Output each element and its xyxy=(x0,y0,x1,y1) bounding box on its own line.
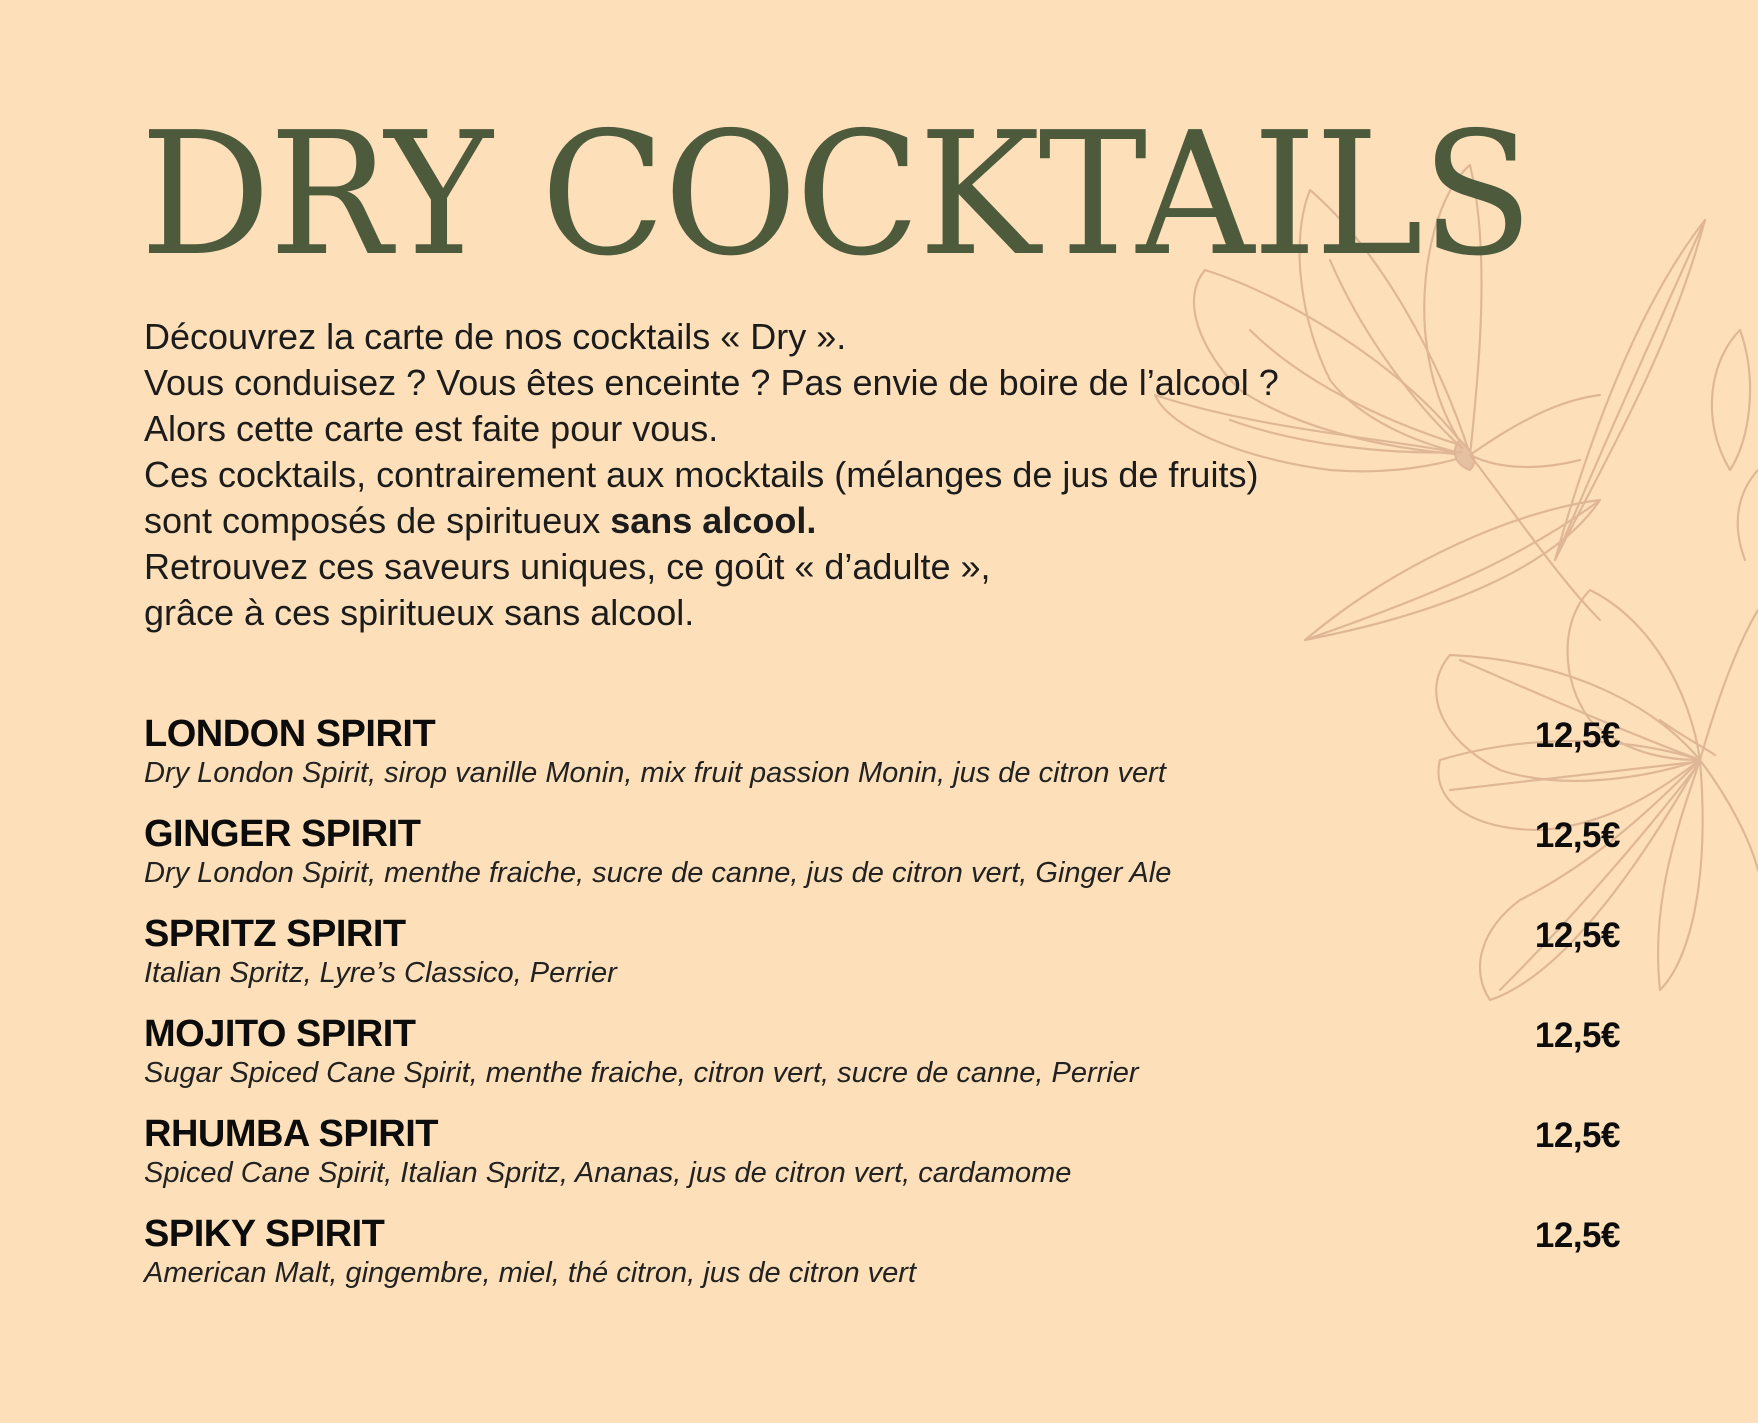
menu-item-description: Sugar Spiced Cane Spirit, menthe fraiche, citron vert, sucre de canne, Perrier xyxy=(144,1057,1139,1089)
menu-item-name: MOJITO SPIRIT xyxy=(144,1013,416,1055)
menu-item-name: RHUMBA SPIRIT xyxy=(144,1113,438,1155)
menu-item-description: American Malt, gingembre, miel, thé citron, jus de citron vert xyxy=(144,1257,917,1289)
menu-item xyxy=(144,712,1620,812)
menu-item-price: 12,5€ xyxy=(1534,816,1620,855)
intro-line: Ces cocktails, contrairement aux mocktails (mélanges de jus de fruits) xyxy=(144,454,1259,495)
menu-item xyxy=(144,812,1620,912)
menu-item-description: Dry London Spirit, sirop vanille Monin, mix fruit passion Monin, jus de citron vert xyxy=(144,757,1166,789)
menu-item-price: 12,5€ xyxy=(1534,1216,1620,1255)
intro-text: sont composés de spiritueux xyxy=(144,500,611,541)
menu-item xyxy=(144,1212,1620,1312)
menu-item-description: Spiced Cane Spirit, Italian Spritz, Ananas, jus de citron vert, cardamome xyxy=(144,1157,1072,1189)
intro-bold-text: sans alcool. xyxy=(610,500,817,541)
menu-item-price: 12,5€ xyxy=(1534,1016,1620,1055)
menu-item xyxy=(144,1012,1620,1112)
menu-item-description: Dry London Spirit, menthe fraiche, sucre de canne, jus de citron vert, Ginger Ale xyxy=(144,857,1172,889)
intro-line: Alors cette carte est faite pour vous. xyxy=(144,408,719,449)
cocktail-menu xyxy=(144,712,1620,1312)
intro-line xyxy=(144,498,1504,544)
menu-item-name: SPIKY SPIRIT xyxy=(144,1213,385,1255)
page-title: DRY COCKTAILS xyxy=(140,96,1532,294)
menu-item-description: Italian Spritz, Lyre’s Classico, Perrier xyxy=(144,957,617,989)
menu-item xyxy=(144,1112,1620,1212)
menu-item-name: LONDON SPIRIT xyxy=(144,713,436,755)
menu-item xyxy=(144,912,1620,1012)
intro-line: Retrouvez ces saveurs uniques, ce goût « d’adulte », xyxy=(144,546,991,587)
menu-item-price: 12,5€ xyxy=(1534,916,1620,955)
intro-paragraph xyxy=(144,314,1504,636)
intro-line: grâce à ces spiritueux sans alcool. xyxy=(144,592,695,633)
menu-item-name: SPRITZ SPIRIT xyxy=(144,913,406,955)
menu-item-name: GINGER SPIRIT xyxy=(144,813,421,855)
menu-item-price: 12,5€ xyxy=(1534,716,1620,755)
intro-line: Vous conduisez ? Vous êtes enceinte ? Pas envie de boire de l’alcool ? xyxy=(144,362,1279,403)
menu-item-price: 12,5€ xyxy=(1534,1116,1620,1155)
intro-line: Découvrez la carte de nos cocktails « Dry ». xyxy=(144,316,847,357)
